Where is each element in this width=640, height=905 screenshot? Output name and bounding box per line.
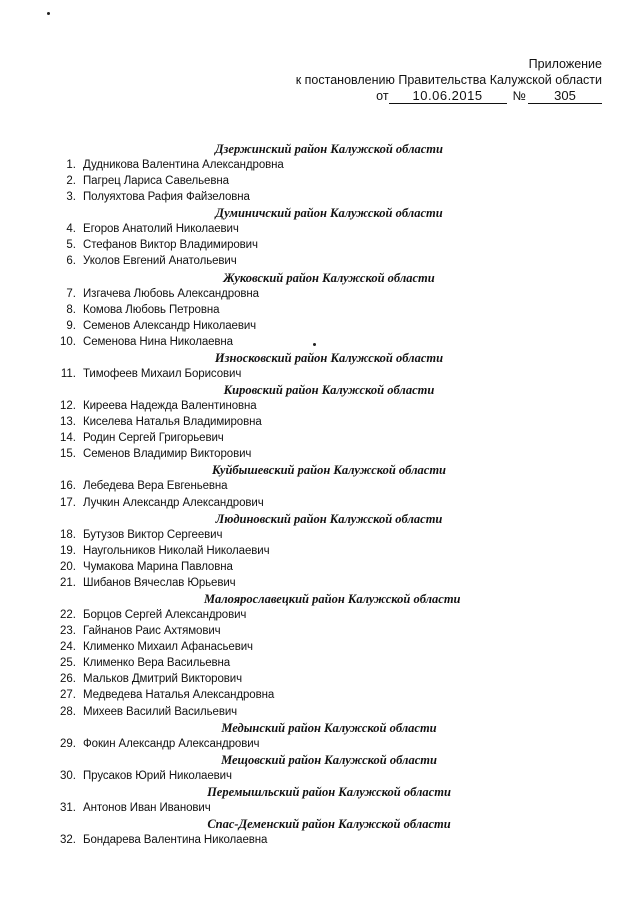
list-item xyxy=(54,318,454,334)
item-number: 6. xyxy=(66,255,76,268)
list-item xyxy=(54,704,454,720)
item-number: 1. xyxy=(66,159,76,171)
list-item xyxy=(54,623,454,639)
person-name: Лучкин Александр Александрович xyxy=(83,496,264,509)
item-number: 12. xyxy=(60,400,76,413)
item-number: 10. xyxy=(60,335,76,348)
person-name: Изгачева Любовь Александровна xyxy=(83,287,259,300)
item-number: 20. xyxy=(60,560,76,573)
item-number: 28. xyxy=(60,705,76,718)
item-number: 5. xyxy=(66,239,76,252)
list-item xyxy=(54,398,454,414)
list-item xyxy=(54,527,454,543)
person-name: Фокин Александр Александрович xyxy=(83,737,260,750)
item-number: 27. xyxy=(60,689,76,702)
item-number: 21. xyxy=(60,576,76,589)
list-item xyxy=(54,237,454,253)
item-number: 13. xyxy=(60,416,76,429)
list-item xyxy=(54,655,454,671)
person-name: Лебедева Вера Евгеньевна xyxy=(83,480,228,493)
person-name: Гайнанов Раис Ахтямович xyxy=(83,625,221,638)
item-number: 18. xyxy=(60,528,76,541)
district-heading: Куйбышевский район Калужской области xyxy=(211,463,446,478)
person-name: Семенова Нина Николаевна xyxy=(83,335,233,348)
person-name: Наугольников Николай Николаевич xyxy=(83,544,270,557)
list-item xyxy=(54,607,454,623)
person-name: Комова Любовь Петровна xyxy=(83,303,220,316)
number-label: № xyxy=(512,89,526,103)
list-item xyxy=(54,671,454,687)
list-item xyxy=(54,639,454,655)
district-heading: Мещовский район Калужской области xyxy=(221,752,437,767)
person-name: Бондарева Валентина Николаевна xyxy=(83,833,268,846)
item-number: 4. xyxy=(66,223,76,236)
list-item xyxy=(54,559,454,575)
person-name: Дудникова Валентина Александровна xyxy=(83,159,284,171)
list-item xyxy=(54,286,454,302)
item-number: 23. xyxy=(60,625,76,638)
resolution-date: 10.06.2015 xyxy=(389,89,507,104)
item-number: 26. xyxy=(60,673,76,686)
list-item xyxy=(54,189,454,205)
person-name: Михеев Василий Васильевич xyxy=(83,705,238,718)
resolution-reference: к постановлению Правительства Калужской области xyxy=(295,73,602,87)
list-item xyxy=(54,832,454,848)
person-name: Чумакова Марина Павловна xyxy=(83,560,233,573)
person-name: Киселева Наталья Владимировна xyxy=(83,416,262,429)
item-number: 16. xyxy=(60,480,76,493)
item-number: 9. xyxy=(66,319,76,332)
list-item xyxy=(54,173,454,189)
person-name: Бутузов Виктор Сергеевич xyxy=(83,528,223,541)
list-item xyxy=(54,768,454,784)
person-name: Мальков Дмитрий Викторович xyxy=(83,673,242,686)
list-item xyxy=(54,478,454,494)
district-heading: Медынский район Калужской области xyxy=(221,720,437,735)
district-list xyxy=(54,141,461,848)
person-name: Уколов Евгений Анатольевич xyxy=(83,255,237,268)
list-item xyxy=(54,221,454,237)
district-heading: Кировский район Калужской области xyxy=(223,383,435,398)
item-number: 31. xyxy=(60,801,76,814)
item-number: 29. xyxy=(60,737,76,750)
person-name: Антонов Иван Иванович xyxy=(83,801,211,814)
item-number: 32. xyxy=(60,833,76,846)
list-item xyxy=(54,334,454,350)
item-number: 19. xyxy=(60,544,76,557)
appendix-title: Приложение xyxy=(528,57,602,71)
list-item xyxy=(54,687,454,703)
person-name: Семенов Владимир Викторович xyxy=(83,448,252,461)
district-heading: Малоярославецкий район Калужской области xyxy=(204,591,461,606)
list-item xyxy=(54,302,454,318)
person-name: Прусаков Юрий Николаевич xyxy=(83,769,232,782)
list-item xyxy=(54,575,454,591)
district-heading: Износковский район Калужской области xyxy=(214,350,444,365)
item-number: 15. xyxy=(60,448,76,461)
district-heading: Людиновский район Калужской области xyxy=(215,511,443,526)
list-item xyxy=(54,430,454,446)
item-number: 24. xyxy=(60,641,76,654)
item-number: 11. xyxy=(60,367,76,380)
item-number: 8. xyxy=(66,303,76,316)
district-heading: Жуковский район Калужской области xyxy=(223,270,435,285)
person-name: Семенов Александр Николаевич xyxy=(83,319,257,332)
person-name: Егоров Анатолий Николаевич xyxy=(83,223,239,236)
person-name: Тимофеев Михаил Борисович xyxy=(83,367,242,380)
list-item xyxy=(54,414,454,430)
person-name: Полуяхтова Рафия Файзеловна xyxy=(83,191,250,204)
person-name: Клименко Михаил Афанасьевич xyxy=(83,641,253,654)
list-item xyxy=(54,800,454,816)
district-heading: Думиничский район Калужской области xyxy=(215,206,443,221)
item-number: 22. xyxy=(60,608,76,621)
from-label: от xyxy=(376,89,389,103)
appendix-header xyxy=(296,56,602,104)
person-name: Киреева Надежда Валентиновна xyxy=(83,400,257,413)
person-name: Клименко Вера Васильевна xyxy=(83,657,231,670)
district-heading: Спас-Деменский район Калужской области xyxy=(207,816,451,831)
item-number: 7. xyxy=(66,287,76,300)
list-item xyxy=(54,543,454,559)
item-number: 17. xyxy=(60,496,76,509)
list-item xyxy=(54,366,454,382)
person-name: Борцов Сергей Александрович xyxy=(83,608,247,621)
item-number: 14. xyxy=(60,432,76,445)
list-item xyxy=(54,157,454,173)
person-name: Родин Сергей Григорьевич xyxy=(83,432,224,445)
item-number: 3. xyxy=(66,191,76,204)
list-item xyxy=(54,253,454,269)
scan-speck xyxy=(313,343,316,346)
scan-speck xyxy=(47,12,50,15)
district-heading: Перемышльский район Калужской области xyxy=(207,784,451,799)
person-name: Медведева Наталья Александровна xyxy=(83,689,275,702)
district-heading: Дзержинский район Калужской области xyxy=(215,142,443,156)
list-item xyxy=(54,736,454,752)
list-item xyxy=(54,495,454,511)
person-name: Стефанов Виктор Владимирович xyxy=(83,239,258,252)
item-number: 30. xyxy=(60,769,76,782)
resolution-number: 305 xyxy=(528,89,602,104)
list-item xyxy=(54,446,454,462)
item-number: 25. xyxy=(60,657,76,670)
item-number: 2. xyxy=(66,175,76,188)
person-name: Пагрец Лариса Савельевна xyxy=(83,175,229,188)
date-number-line xyxy=(376,88,602,104)
person-name: Шибанов Вячеслав Юрьевич xyxy=(83,576,236,589)
